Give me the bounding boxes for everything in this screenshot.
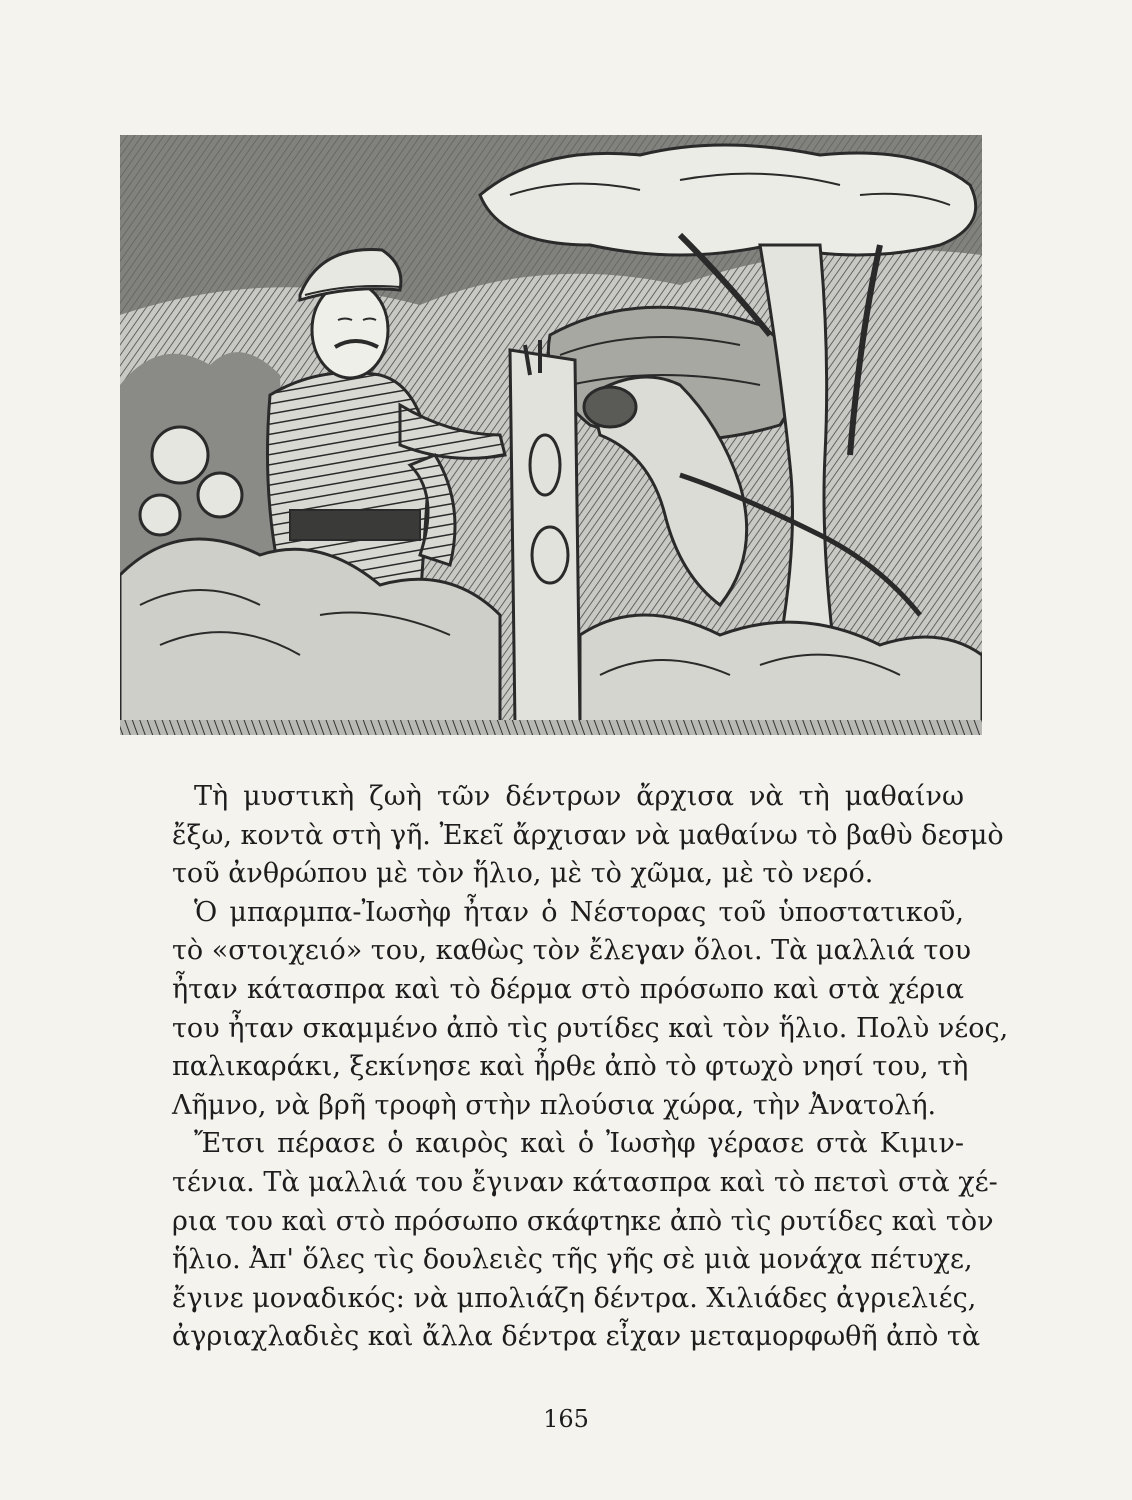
text-line: του ἦταν σκαμμένο ἀπὸ τὶς ρυτίδες καὶ τὸν ἥλιο. Πολὺ νέος,: [172, 1012, 1009, 1044]
text-line: ἔξω, κοντὰ στὴ γῆ. Ἐκεῖ ἄρχισαν νὰ μαθαίνω τὸ βαθὺ δεσμὸ: [172, 819, 1004, 851]
illustration: [120, 135, 982, 735]
text-line: τὸ «στοιχειό» του, καθὼς τὸν ἔλεγαν ὅλοι. Τὰ μαλλιά του: [172, 935, 972, 967]
text-line: Ὁ μπαρμπα-Ἰωσὴφ ἦταν ὁ Νέστορας τοῦ ὑποστατικοῦ,: [194, 896, 964, 928]
paragraph-2: [172, 894, 1009, 1126]
text-line: Λῆμνο, νὰ βρῆ τροφὴ στὴν πλούσια χώρα, τὴν Ἀνατολή.: [172, 1089, 937, 1121]
text-line: ἀγριαχλαδιὲς καὶ ἄλλα δέντρα εἶχαν μεταμορφωθῆ ἀπὸ τὰ: [172, 1321, 981, 1353]
body-text: [172, 778, 1009, 1357]
paragraph-3: [172, 1125, 998, 1357]
page-number: 165: [543, 1405, 589, 1433]
man-grafting-tree-icon: [120, 135, 982, 735]
paragraph-1: [172, 778, 1004, 894]
text-line: τένια. Τὰ μαλλιά του ἔγιναν κάτασπρα καὶ τὸ πετσὶ στὰ χέ-: [172, 1166, 998, 1198]
text-line: ἔγινε μοναδικός: νὰ μπολιάζη δέντρα. Χιλιάδες ἀγριελιές,: [172, 1282, 977, 1314]
text-line: ρια του καὶ στὸ πρόσωπο σκάφτηκε ἀπὸ τὶς ρυτίδες καὶ τὸν: [172, 1205, 994, 1237]
text-line: ἥλιο. Ἀπ' ὅλες τὶς δουλειὲς τῆς γῆς σὲ μιὰ μονάχα πέτυχε,: [172, 1244, 973, 1276]
text-line: τοῦ ἀνθρώπου μὲ τὸν ἥλιο, μὲ τὸ χῶμα, μὲ τὸ νερό.: [172, 858, 874, 890]
text-line: ἦταν κάτασπρα καὶ τὸ δέρμα στὸ πρόσωπο καὶ στὰ χέρια: [172, 973, 964, 1005]
text-line: Ἔτσι πέρασε ὁ καιρὸς καὶ ὁ Ἰωσὴφ γέρασε στὰ Κιμιν-: [194, 1128, 964, 1160]
text-line: Τὴ μυστικὴ ζωὴ τῶν δέντρων ἄρχισα νὰ τὴ μαθαίνω: [194, 781, 964, 812]
text-line: παλικαράκι, ξεκίνησε καὶ ἦρθε ἀπὸ τὸ φτωχὸ νησί του, τὴ: [172, 1051, 969, 1083]
